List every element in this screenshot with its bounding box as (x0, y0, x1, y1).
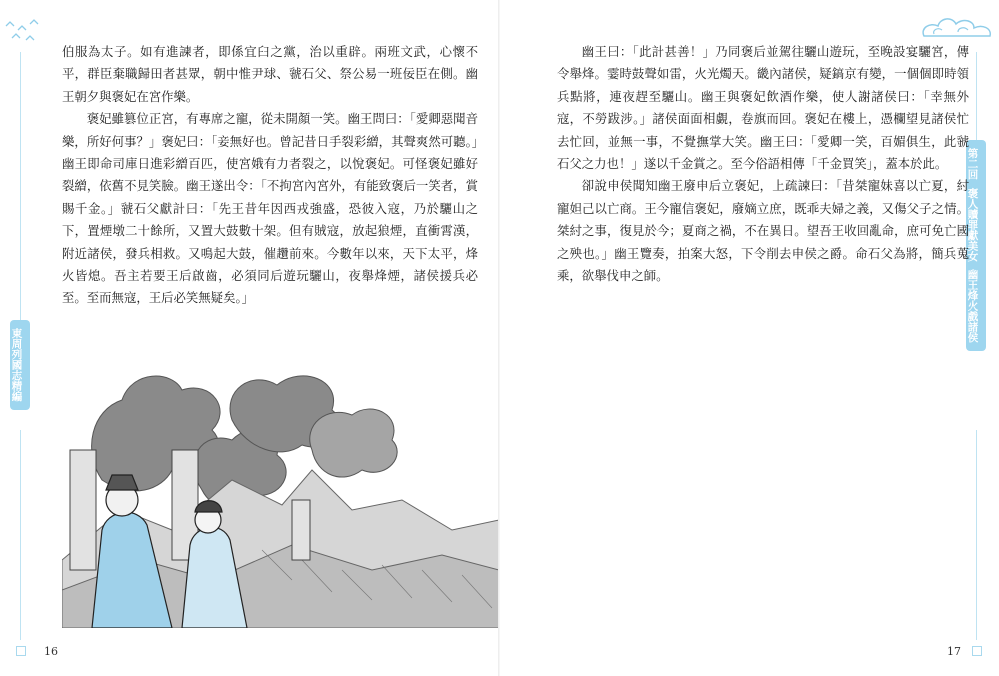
beacon-fire-illustration (62, 330, 499, 628)
left-side-tab (10, 320, 30, 410)
chapter-number: 第二回 (966, 148, 979, 180)
left-body-text (62, 41, 478, 310)
left-side-tab-label: 東周列國志精編 (10, 328, 23, 402)
right-side-tab (966, 140, 986, 351)
page-number-right: 17 (947, 645, 961, 658)
chapter-title-line-2: 幽王烽火戲諸侯 (966, 269, 979, 343)
right-margin-line (976, 52, 977, 140)
bird-ornament-icon (4, 18, 44, 44)
chapter-title-line-1: 褒人贖罪獻美女 (966, 187, 979, 261)
left-corner-mark (16, 646, 26, 656)
right-body-text (557, 41, 969, 287)
left-paragraph-1: 伯服為太子。如有進諫者，即係宜臼之黨，治以重辟。兩班文武，心懷不平，群臣棄職歸田者甚眾，朝中惟尹球、虢石父、祭公易一班佞臣在側。幽王朝夕與褒妃在宮作樂。 (62, 44, 478, 104)
page-number-left: 16 (44, 645, 58, 658)
right-margin-line-lower (976, 430, 977, 640)
left-page (0, 0, 499, 676)
right-paragraph-2: 卻說申侯聞知幽王廢申后立褒妃，上疏諫曰：「昔桀寵妹喜以亡夏，紂寵妲己以亡商。王今寵信褒妃，廢嫡立庶，既乖夫婦之義，又傷父子之情。桀紂之事，復見於今；夏商之禍，不在異日。望吾王收回亂命，庶可免亡國之殃也。」幽王覽奏，拍案大怒，下令削去申侯之爵。命石父為將，簡兵蒐乘，欲舉伐申之師。 (557, 178, 969, 284)
left-margin-line-lower (20, 430, 21, 640)
right-paragraph-1: 幽王曰：「此計甚善！」乃同褒后並駕往驪山遊玩，至晚設宴驪宮，傳令舉烽。霎時鼓聲如雷，火光燭天。畿內諸侯，疑鎬京有變，一個個即時領兵點將，連夜趕至驪山。幽王與褒妃飲酒作樂，使人謝諸侯曰：「幸無外寇，不勞跋涉。」諸侯面面相覷，卷旗而回。褒妃在樓上，憑欄望見諸侯忙去忙回，並無一事，不覺撫掌大笑。幽王曰：「愛卿一笑，百媚俱生，此虢石父之力也！」遂以千金賞之。至今俗語相傳「千金買笑」，蓋本於此。 (557, 44, 969, 172)
left-paragraph-2: 褒妃雖篡位正宮，有專席之寵，從未開顏一笑。幽王問曰：「愛卿惡聞音樂，所好何事？」褒妃曰：「妾無好也。曾記昔日手裂彩繒，其聲爽然可聽。」幽王即命司庫日進彩繒百匹，使宮娥有力者裂之，以悅褒妃。可怪褒妃雖好裂繒，依舊不見笑臉。幽王遂出令：「不拘宮內宮外，有能致褒后一笑者，賞賜千金。」虢石父獻計曰：「先王昔年因西戎強盛，恐彼入寇，乃於驪山之下，置煙墩二十餘所，又置大鼓數十架。但有賊寇，放起狼煙，直衝霄漢，附近諸侯，發兵相救。又鳴起大鼓，催趲前來。今數年以來，天下太平，烽火皆熄。吾主若要王后啟齒，必須同后遊玩驪山，夜舉烽煙，諸侯援兵必至。至而無寇，王后必笑無疑矣。」 (62, 111, 478, 306)
right-corner-mark (972, 646, 982, 656)
left-margin-line (20, 52, 21, 320)
right-page (500, 0, 999, 676)
